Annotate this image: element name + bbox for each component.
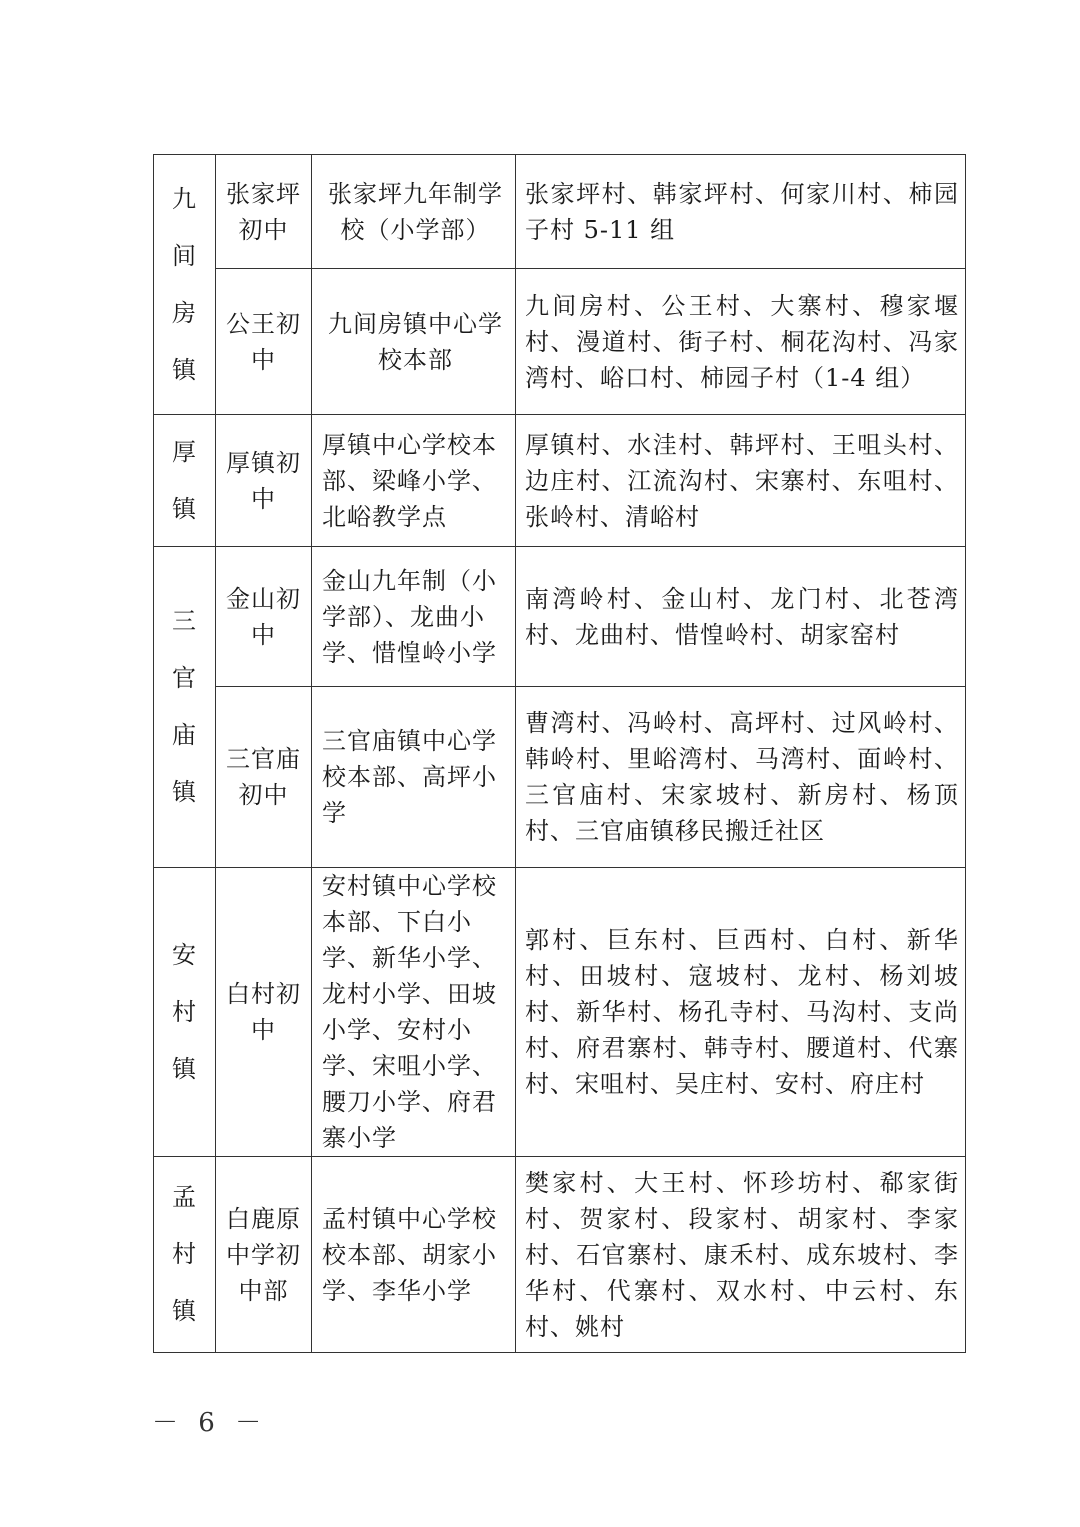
primary-school-names: 三官庙镇中心学校本部、高坪小学 <box>322 727 497 827</box>
village-names: 厚镇村、水洼村、韩坪村、王咀头村、边庄村、江流沟村、宋寨村、东咀村、张岭村、清峪村 <box>525 430 959 531</box>
village-cell <box>516 547 966 687</box>
village-cell <box>516 687 966 868</box>
primary-school-names: 金山九年制（小学部）、龙曲小学、惜惶岭小学 <box>322 566 497 667</box>
primary-school-cell <box>312 547 516 687</box>
village-names: 曹湾村、冯岭村、高坪村、过风岭村、韩岭村、里峪湾村、马湾村、面岭村、三官庙村、宋家坡村、新房村、杨顶村、三官庙镇移民搬迁社区 <box>525 709 959 845</box>
primary-school-cell <box>312 687 516 868</box>
middle-school-cell <box>216 415 312 547</box>
primary-school-cell <box>312 269 516 415</box>
town-cell <box>154 155 216 415</box>
table-row <box>154 1157 966 1353</box>
middle-school-cell <box>216 269 312 415</box>
middle-school-cell <box>216 155 312 269</box>
table-row <box>154 415 966 547</box>
table-row <box>154 547 966 687</box>
village-names: 南湾岭村、金山村、龙门村、北苍湾村、龙曲村、惜惶岭村、胡家窑村 <box>525 584 959 649</box>
middle-school-name: 白村初中 <box>226 980 301 1044</box>
village-cell <box>516 868 966 1157</box>
town-cell <box>154 415 216 547</box>
village-cell <box>516 1157 966 1353</box>
table-row <box>154 155 966 269</box>
primary-school-names: 张家坪九年制学校（小学部） <box>328 179 503 244</box>
town-cell <box>154 868 216 1157</box>
town-name: 安村镇 <box>172 940 197 1083</box>
primary-school-cell <box>312 415 516 547</box>
primary-school-names: 九间房镇中心学校本部 <box>328 309 503 374</box>
town-name: 孟村镇 <box>172 1183 197 1325</box>
town-cell <box>154 1157 216 1353</box>
middle-school-cell <box>216 1157 312 1353</box>
primary-school-cell <box>312 868 516 1157</box>
town-name: 厚镇 <box>172 437 197 523</box>
middle-school-cell <box>216 687 312 868</box>
middle-school-name: 张家坪初中 <box>226 179 301 244</box>
primary-school-names: 孟村镇中心学校校本部、胡家小学、李华小学 <box>322 1204 497 1305</box>
town-name: 九间房镇 <box>172 184 197 384</box>
village-cell <box>516 415 966 547</box>
table-row <box>154 269 966 415</box>
village-names: 樊家村、大王村、怀珍坊村、郗家街村、贺家村、段家村、胡家村、李家村、石官寨村、康禾村、成东坡村、李华村、代寨村、双水村、中云村、东村、姚村 <box>525 1168 959 1341</box>
middle-school-name: 金山初中 <box>226 584 301 649</box>
middle-school-name: 厚镇初中 <box>226 448 301 513</box>
primary-school-names: 安村镇中心学校本部、下白小学、新华小学、龙村小学、田坡小学、安村小学、宋咀小学、腰刀小学、府君寨小学 <box>322 872 497 1152</box>
village-cell <box>516 269 966 415</box>
school-district-table <box>153 154 966 1353</box>
primary-school-names: 厚镇中心学校本部、梁峰小学、北峪教学点 <box>322 430 497 531</box>
village-names: 九间房村、公王村、大寨村、穆家堰村、漫道村、街子村、桐花沟村、冯家湾村、峪口村、柿园子村（1-4 组） <box>525 291 959 392</box>
middle-school-cell <box>216 868 312 1157</box>
middle-school-name: 公王初中 <box>226 309 301 374</box>
table-row <box>154 687 966 868</box>
middle-school-name: 白鹿原中学初中部 <box>226 1204 301 1305</box>
town-cell <box>154 547 216 868</box>
village-names: 郭村、巨东村、巨西村、白村、新华村、田坡村、寇坡村、龙村、杨刘坡村、新华村、杨孔寺村、马沟村、支尚村、府君寨村、韩寺村、腰道村、代寨村、宋咀村、吴庄村、安村、府庄村 <box>525 926 959 1098</box>
page-number: － 6 － <box>152 1408 268 1438</box>
primary-school-cell <box>312 155 516 269</box>
village-names: 张家坪村、韩家坪村、何家川村、柿园子村 5-11 组 <box>525 179 959 244</box>
middle-school-cell <box>216 547 312 687</box>
village-cell <box>516 155 966 269</box>
primary-school-cell <box>312 1157 516 1353</box>
town-name: 三官庙镇 <box>172 607 197 806</box>
middle-school-name: 三官庙初中 <box>226 745 301 809</box>
table-row <box>154 868 966 1157</box>
